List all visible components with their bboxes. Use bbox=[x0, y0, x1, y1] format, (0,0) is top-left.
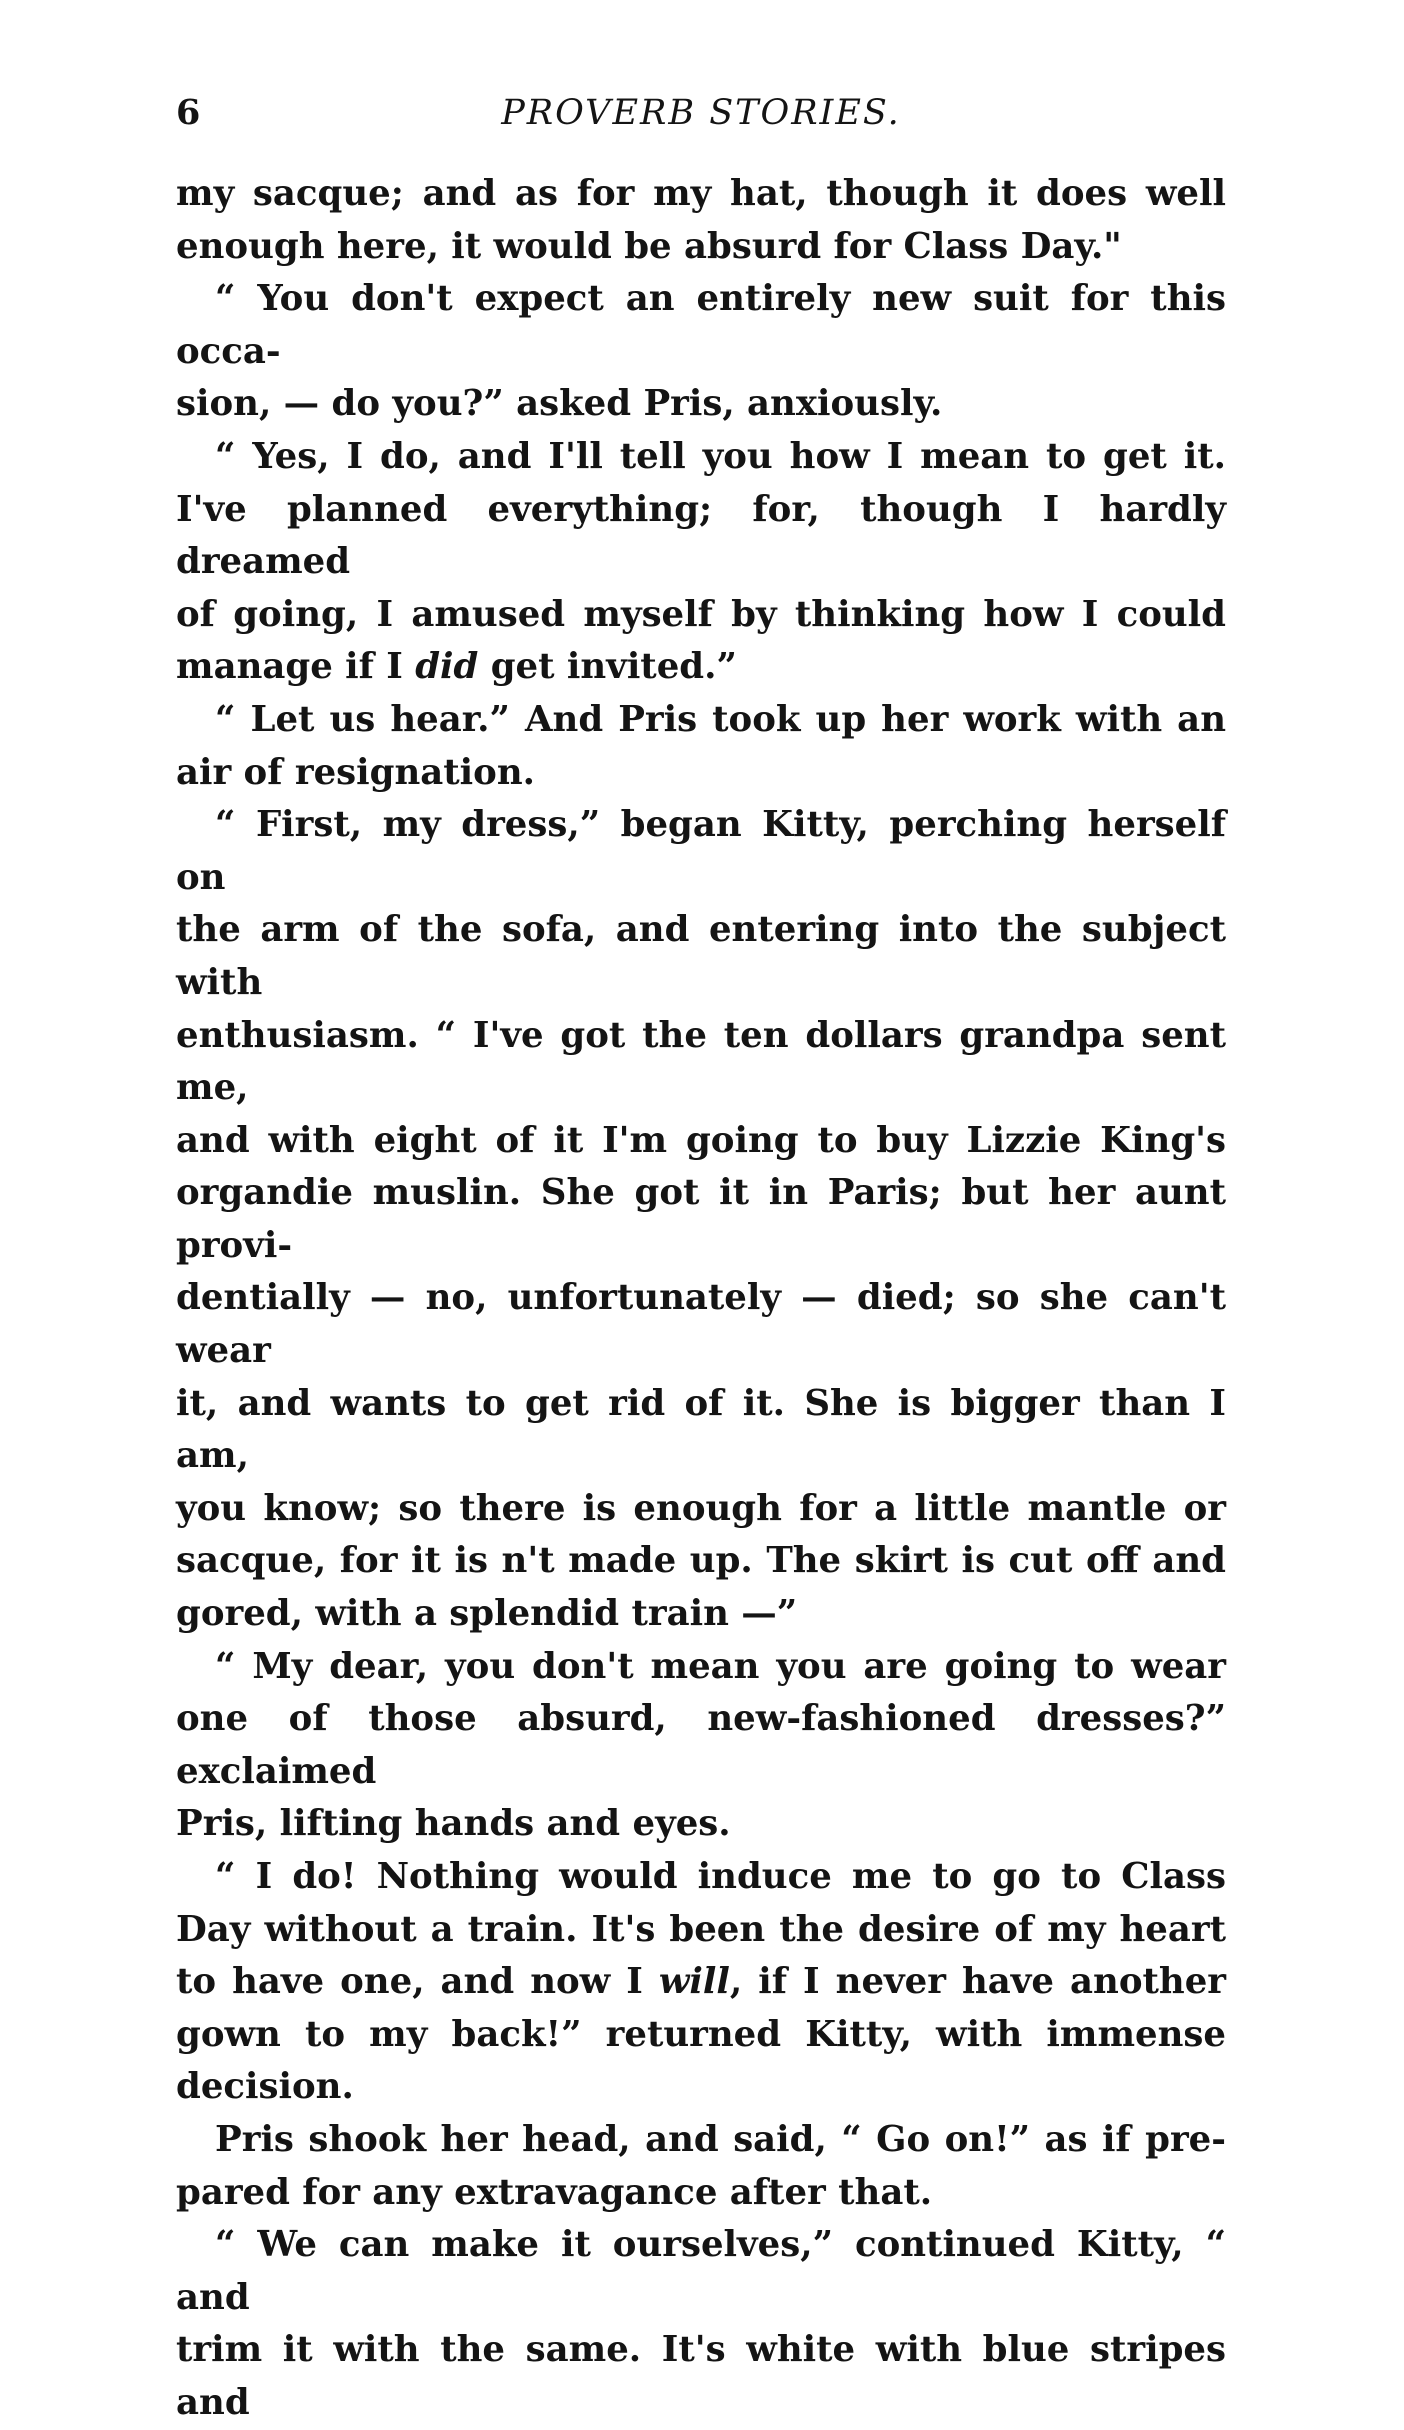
paragraph bbox=[176, 2219, 1226, 2429]
text-line: pared for any extravagance after that. bbox=[176, 2171, 933, 2213]
text-line: sacque, for it is n't made up. The skirt is cut off and bbox=[176, 1540, 1226, 1582]
text-line: Pris shook her head, and said, “ Go on!” as if pre- bbox=[215, 2118, 1226, 2160]
paragraph bbox=[176, 799, 1226, 1641]
text-line: it, and wants to get rid of it. She is bigger than I am, bbox=[176, 1382, 1226, 1477]
text-line: gown to my back!” returned Kitty, with immense bbox=[176, 2013, 1226, 2055]
text-line: gored, with a splendid train —” bbox=[176, 1593, 798, 1635]
text-segment: manage if I bbox=[176, 646, 416, 688]
book-page bbox=[176, 82, 1226, 2430]
text-line: decision. bbox=[176, 2066, 354, 2108]
text-line: “ You don't expect an entirely new suit for this occa- bbox=[176, 278, 1226, 372]
text-line: and with eight of it I'm going to buy Lizzie King's bbox=[176, 1119, 1226, 1161]
text-line: you know; so there is enough for a little mantle or bbox=[176, 1487, 1226, 1529]
text-line: sion, — do you?” asked Pris, anxiously. bbox=[176, 383, 943, 425]
text-line: enough here, it would be absurd for Class Day." bbox=[176, 225, 1122, 267]
paragraph bbox=[176, 1851, 1226, 2114]
running-head bbox=[176, 82, 1226, 144]
text-line: “ First, my dress,” began Kitty, perching herself on bbox=[176, 804, 1226, 898]
text-line: the arm of the sofa, and entering into the subject with bbox=[176, 909, 1226, 1003]
running-title: PROVERB STORIES. bbox=[501, 93, 901, 133]
text-segment: get invited.” bbox=[478, 646, 737, 688]
text-segment: , if I never have another bbox=[729, 1961, 1226, 2003]
paragraph bbox=[176, 431, 1226, 694]
text-line: “ Let us hear.” And Pris took up her work with an bbox=[215, 698, 1226, 740]
text-line: air of resignation. bbox=[176, 751, 535, 793]
text-line: of going, I amused myself by thinking how I could bbox=[176, 593, 1226, 635]
paragraph bbox=[176, 1641, 1226, 1851]
text-line: I've planned everything; for, though I hardly dreamed bbox=[176, 488, 1226, 583]
text-line: enthusiasm. “ I've got the ten dollars grandpa sent me, bbox=[176, 1014, 1226, 1109]
text-line: “ I do! Nothing would induce me to go to Class bbox=[215, 1856, 1226, 1897]
text-line: Day without a train. It's been the desire of my heart bbox=[176, 1908, 1226, 1950]
text-line: Pris, lifting hands and eyes. bbox=[176, 1803, 731, 1845]
text-segment: to have one, and now I bbox=[176, 1961, 659, 2003]
text-line: dentially — no, unfortunately — died; so she can't wear bbox=[176, 1277, 1226, 1372]
body-text bbox=[176, 168, 1226, 2430]
page-number: 6 bbox=[176, 92, 201, 133]
paragraph bbox=[176, 168, 1226, 273]
text-line: “ Yes, I do, and I'll tell you how I mean to get it. bbox=[215, 435, 1226, 477]
emphasis: did bbox=[415, 646, 479, 688]
text-line: one of those absurd, new-fashioned dresses?” exclaimed bbox=[176, 1698, 1226, 1792]
paragraph bbox=[176, 273, 1226, 431]
text-line: my sacque; and as for my hat, though it does well bbox=[176, 173, 1226, 214]
text-line bbox=[176, 641, 1226, 694]
paragraph bbox=[176, 2114, 1226, 2219]
text-line: “ We can make it ourselves,” continued Kitty, “ and bbox=[176, 2224, 1226, 2318]
text-line: organdie muslin. She got it in Paris; but her aunt provi- bbox=[176, 1172, 1226, 1266]
text-line: trim it with the same. It's white with blue stripes and bbox=[176, 2329, 1226, 2423]
text-line: “ My dear, you don't mean you are going to wear bbox=[215, 1645, 1226, 1687]
paragraph bbox=[176, 694, 1226, 799]
emphasis: will bbox=[658, 1961, 730, 2003]
text-line bbox=[176, 1956, 1226, 2009]
